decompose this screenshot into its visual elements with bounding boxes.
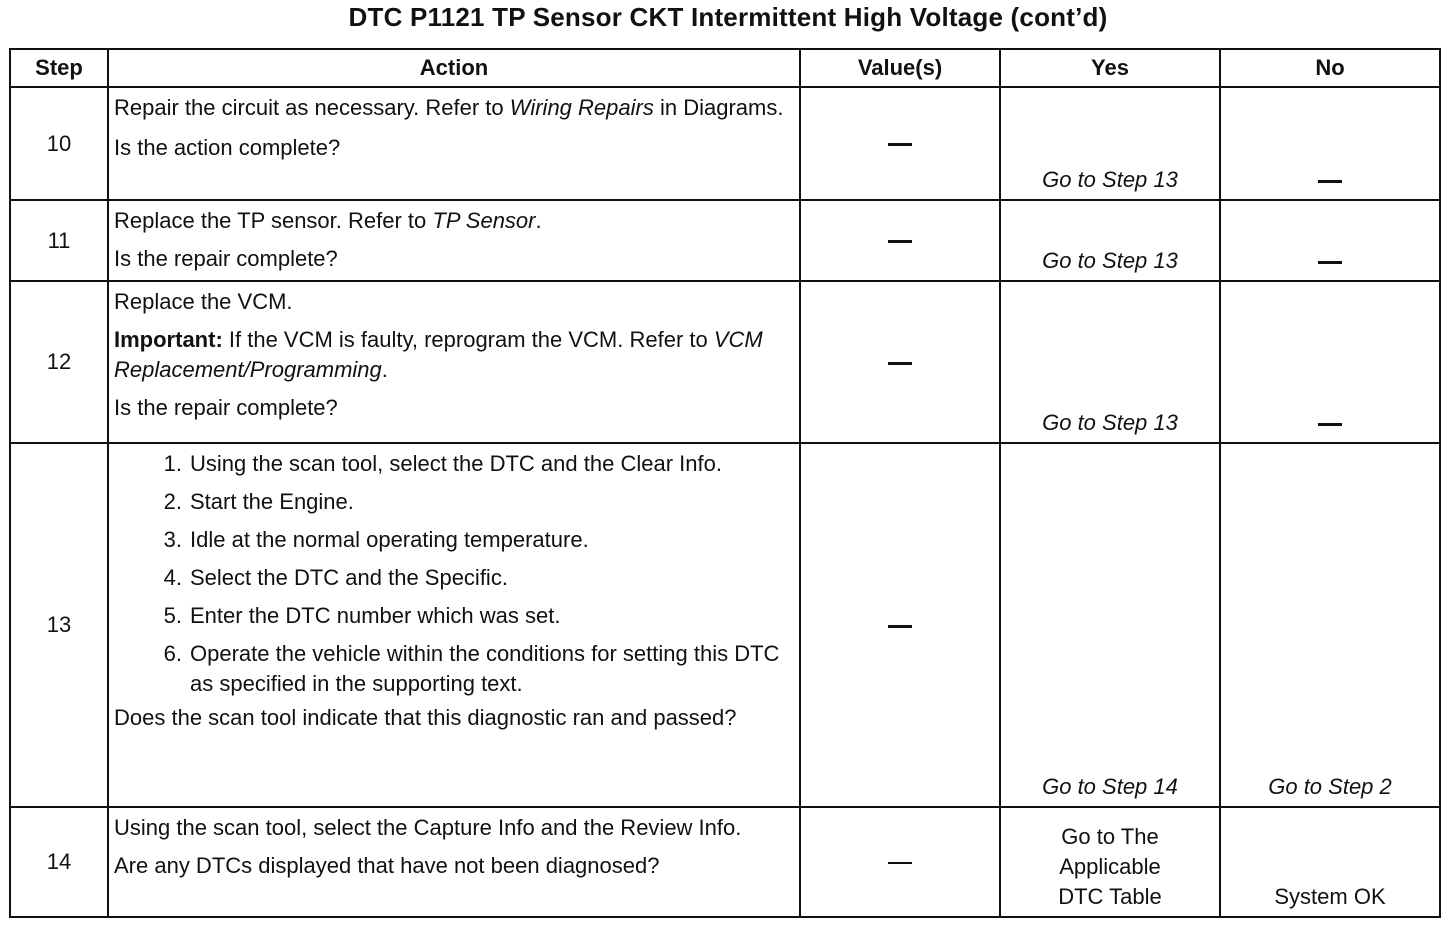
list-item: 6. Operate the vehicle within the conditions for setting this DTC as specified in the supporting text. [163,641,780,696]
action-cell [108,807,800,917]
step-number: 12 [10,281,108,443]
list-item: 1. Using the scan tool, select the DTC and the Clear Info. [163,451,722,476]
action-question: Is the action complete? [114,135,341,160]
table-row [10,443,1440,807]
dash-mark [888,862,912,864]
action-cell [108,200,800,281]
dash-mark [888,143,912,146]
list-item: 4. Select the DTC and the Specific. [163,565,508,590]
no-cell [1220,281,1440,443]
action-cell [108,87,800,200]
dtc-table [9,48,1441,918]
action-instruction: Repair the circuit as necessary. Refer to Wiring Repairs in Diagrams. [114,95,784,120]
header-values: Value(s) [800,49,1000,87]
action-instruction: Using the scan tool, select the Capture Info and the Review Info. [114,815,742,840]
list-item: 3. Idle at the normal operating temperature. [163,527,589,552]
no-cell: System OK [1220,807,1440,917]
dash-mark [888,240,912,243]
action-instruction: Replace the VCM. [114,289,293,314]
action-question: Is the repair complete? [114,246,338,271]
action-question: Are any DTCs displayed that have not been diagnosed? [114,853,660,878]
step-number: 14 [10,807,108,917]
step-number: 11 [10,200,108,281]
step-number: 10 [10,87,108,200]
action-cell [108,443,800,807]
action-instruction: Replace the TP sensor. Refer to TP Sensor. [114,208,542,233]
value-cell [800,200,1000,281]
no-cell [1220,87,1440,200]
yes-cell: Go to The Applicable DTC Table [1000,807,1220,917]
table-row [10,281,1440,443]
value-cell [800,87,1000,200]
no-cell [1220,200,1440,281]
yes-cell: Go to Step 14 [1000,443,1220,807]
header-row [10,49,1440,87]
yes-cell: Go to Step 13 [1000,281,1220,443]
table-row [10,200,1440,281]
step-number: 13 [10,443,108,807]
header-yes: Yes [1000,49,1220,87]
no-cell: Go to Step 2 [1220,443,1440,807]
page-title: DTC P1121 TP Sensor CKT Intermittent High Voltage (cont’d) [348,2,1108,32]
value-cell [800,807,1000,917]
yes-cell: Go to Step 13 [1000,87,1220,200]
action-question: Does the scan tool indicate that this diagnostic ran and passed? [114,705,737,730]
list-item: 2. Start the Engine. [163,489,354,514]
dash-mark [888,362,912,365]
value-cell [800,443,1000,807]
procedure-list [114,449,793,699]
header-step: Step [10,49,108,87]
table-row [10,807,1440,917]
dash-mark [1318,261,1342,264]
dash-mark [1318,423,1342,426]
list-item: 5. Enter the DTC number which was set. [163,603,561,628]
dash-mark [888,625,912,628]
yes-cell: Go to Step 13 [1000,200,1220,281]
dash-mark [1318,180,1342,183]
important-note: Important: If the VCM is faulty, reprogram the VCM. Refer to VCM Replacement/Programming. [114,327,763,382]
header-no: No [1220,49,1440,87]
header-action: Action [108,49,800,87]
action-cell [108,281,800,443]
table-row [10,87,1440,200]
value-cell [800,281,1000,443]
action-question: Is the repair complete? [114,395,338,420]
